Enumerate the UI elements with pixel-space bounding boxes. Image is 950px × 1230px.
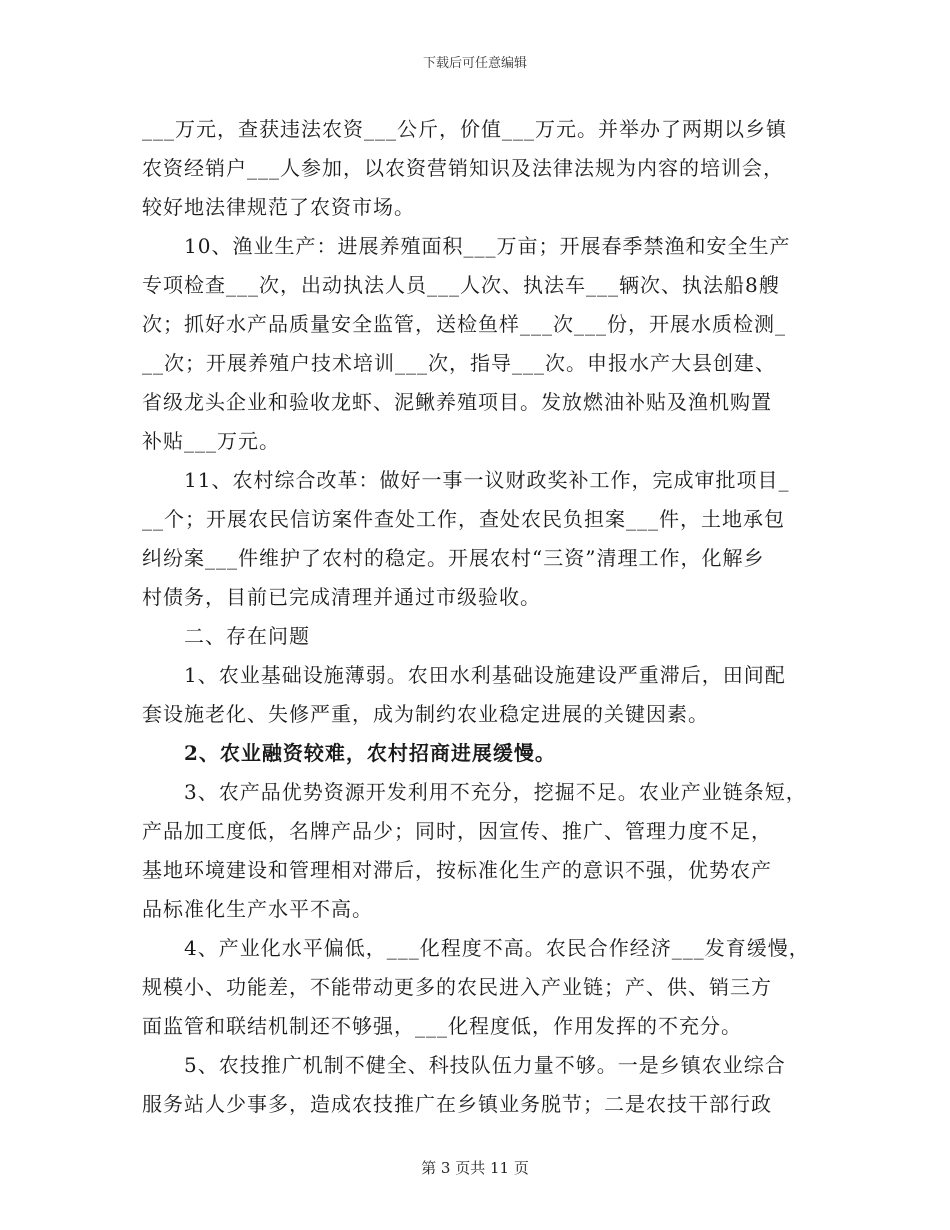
body-line: 11、农村综合改革：做好一事一议财政奖补工作，完成审批项目_ xyxy=(184,468,790,492)
body-line: 专项检查___次，出动执法人员___人次、执法车___辆次、执法船8艘 xyxy=(142,273,780,297)
body-line: 4、产业化水平偏低，___化程度不高。农民合作经济___发育缓慢， xyxy=(184,936,810,960)
body-line: 较好地法律规范了农资市场。 xyxy=(142,195,415,219)
body-line: 纠纷案___件维护了农村的稳定。开展农村“三资”清理工作，化解乡 xyxy=(142,546,765,570)
body-line: __次；开展养殖户技术培训___次，指导___次。申报水产大县创建、 xyxy=(142,351,776,375)
body-line: 规模小、功能差，不能带动更多的农民进入产业链；产、供、销三方 xyxy=(142,975,772,999)
body-line: 10、渔业生产：进展养殖面积___万亩；开展春季禁渔和安全生产 xyxy=(184,234,791,258)
body-line: 二、存在问题 xyxy=(184,624,310,648)
body-line: 面监管和联结机制还不够强，___化程度低，作用发挥的不充分。 xyxy=(142,1014,742,1038)
body-line: 补贴___万元。 xyxy=(142,429,280,453)
page-number: 第 3 页共 11 页 xyxy=(421,1159,529,1177)
body-line: 产品加工度低，名牌产品少；同时，因宣传、推广、管理力度不足， xyxy=(142,819,772,843)
body-line: 2、农业融资较难，农村招商进展缓慢。 xyxy=(184,741,556,765)
body-line: 农资经销户___人参加，以农资营销知识及法律法规为内容的培训会， xyxy=(142,156,784,180)
body-line: 服务站人少事多，造成农技推广在乡镇业务脱节；二是农技干部行政 xyxy=(142,1092,772,1116)
body-line: 省级龙头企业和验收龙虾、泥鳅养殖项目。发放燃油补贴及渔机购置 xyxy=(142,390,772,414)
page-header: 下载后可任意编辑 xyxy=(422,56,527,71)
body-line: __个；开展农民信访案件查处工作，查处农民负担案___件，土地承包 xyxy=(142,507,785,531)
body-line: ___万元，查获违法农资___公斤，价值___万元。并举办了两期以乡镇 xyxy=(142,117,787,141)
body-line: 3、农产品优势资源开发利用不充分，挖掘不足。农业产业链条短， xyxy=(184,780,807,804)
body-line: 次；抓好水产品质量安全监管，送检鱼样___次___份，开展水质检测_ xyxy=(142,312,786,336)
body-line: 1、农业基础设施薄弱。农田水利基础设施建设严重滞后，田间配 xyxy=(184,663,786,687)
document-body xyxy=(142,110,822,1124)
body-line: 基地环境建设和管理相对滞后，按标准化生产的意识不强，优势农产 xyxy=(142,858,772,882)
body-line: 品标准化生产水平不高。 xyxy=(142,897,373,921)
body-line: 村债务，目前已完成清理并通过市级验收。 xyxy=(142,585,541,609)
body-line: 5、农技推广机制不健全、科技队伍力量不够。一是乡镇农业综合 xyxy=(184,1053,786,1077)
body-line: 套设施老化、失修严重，成为制约农业稳定进展的关键因素。 xyxy=(142,702,709,726)
